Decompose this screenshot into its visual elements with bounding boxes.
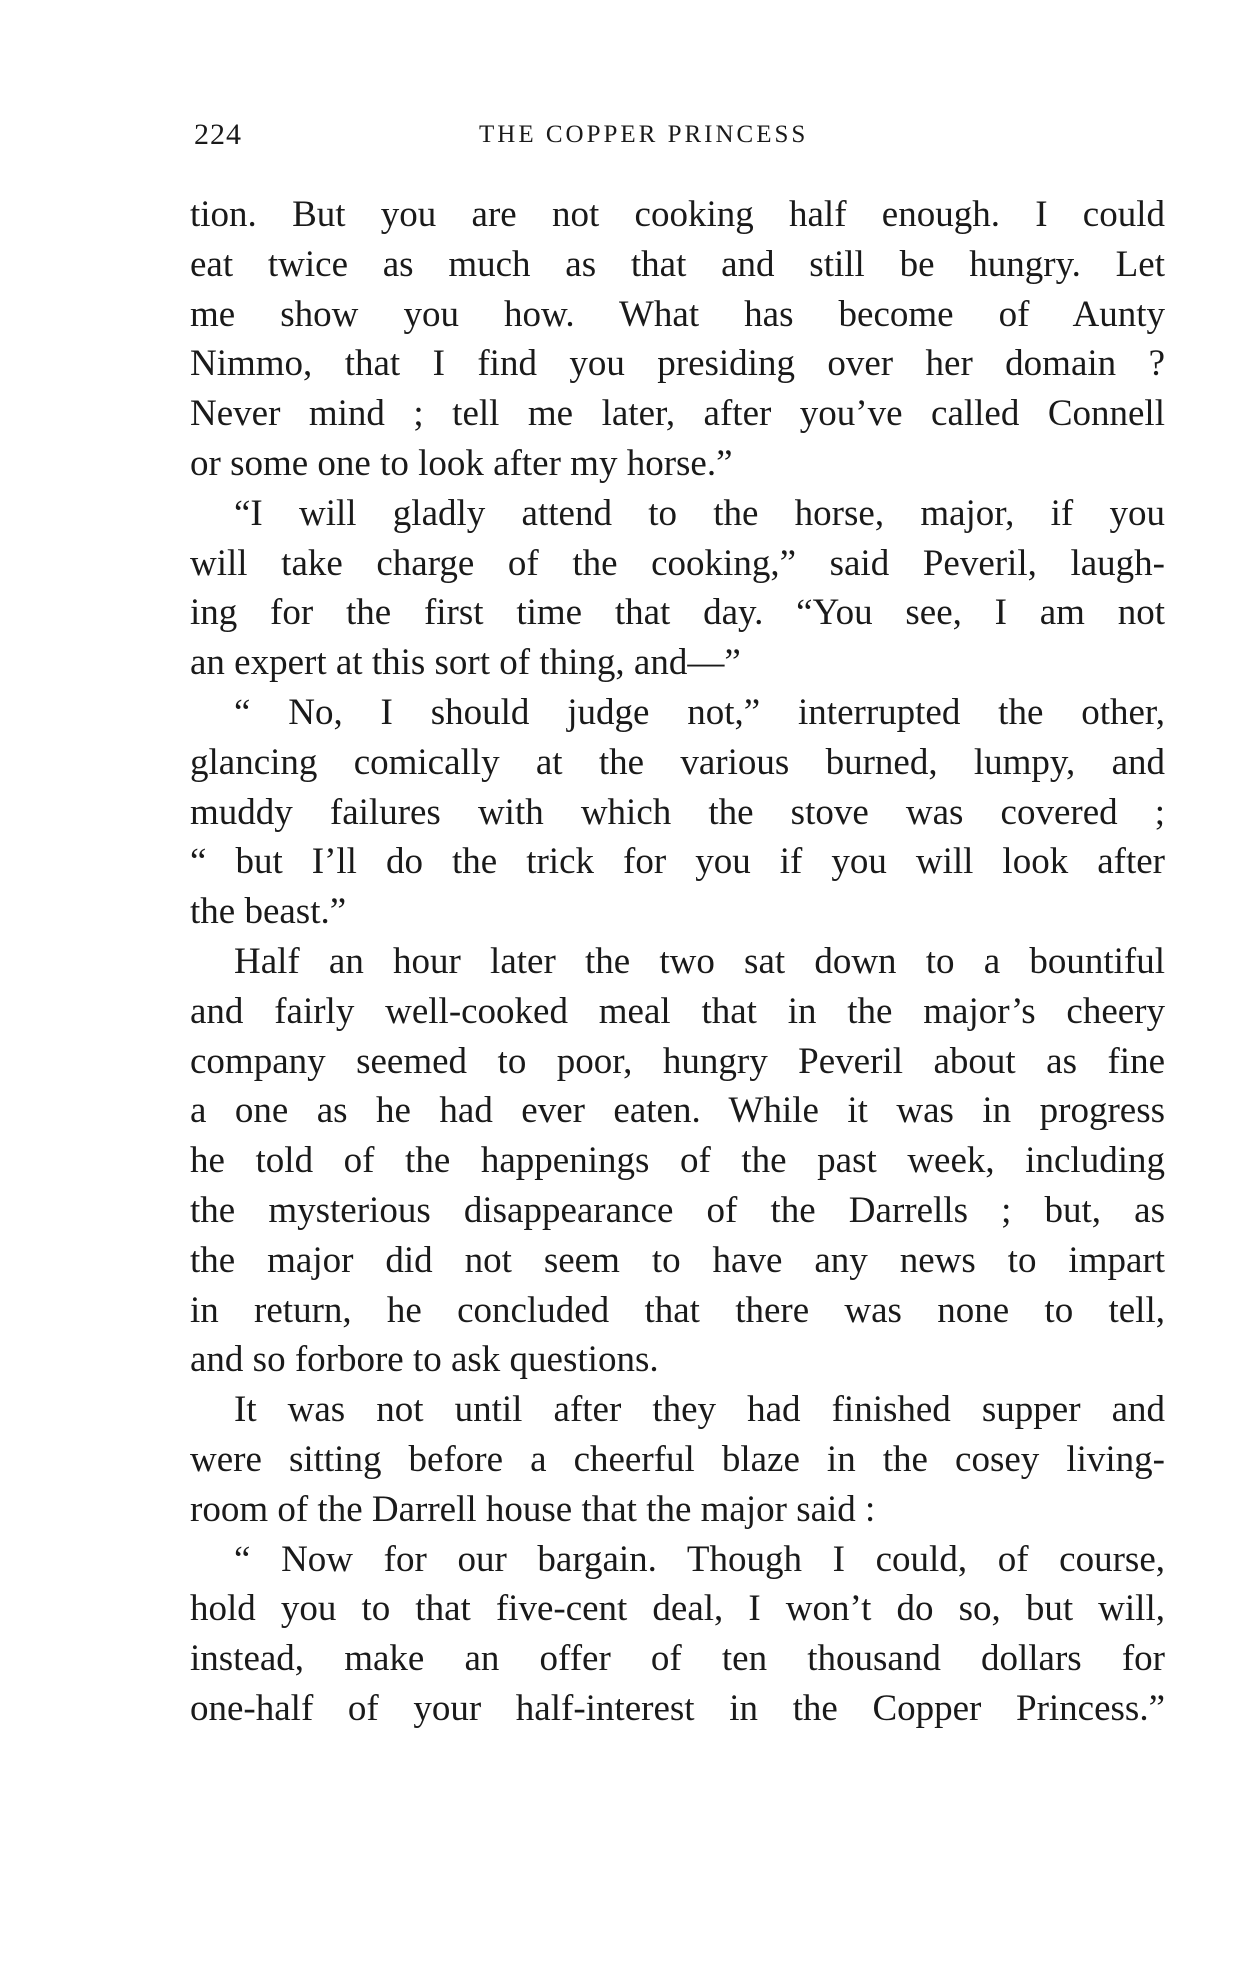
- text-line: the beast.”: [190, 891, 347, 933]
- text-line: Never mind ; tell me later, after you’ve called Connell: [190, 393, 1165, 435]
- text-line: or some one to look after my horse.”: [190, 442, 733, 484]
- text-line: the mysterious disappearance of the Darrells ; but, as: [190, 1189, 1165, 1231]
- text-line: and fairly well-cooked meal that in the major’s cheery: [190, 990, 1165, 1032]
- text-line: in return, he concluded that there was none to tell,: [190, 1289, 1165, 1331]
- text-line: will take charge of the cooking,” said Peveril, laugh-: [190, 542, 1165, 584]
- text-line: tion. But you are not cooking half enough. I could: [190, 194, 1165, 235]
- text-line: “ Now for our bargain. Though I could, of course,: [234, 1538, 1165, 1580]
- text-line: “I will gladly attend to the horse, major, if you: [234, 492, 1165, 534]
- text-line: glancing comically at the various burned, lumpy, and: [190, 741, 1165, 783]
- text-line: “ but I’ll do the trick for you if you will look after: [190, 841, 1165, 883]
- text-line: the major did not seem to have any news to impart: [190, 1239, 1165, 1281]
- text-line: were sitting before a cheerful blaze in the cosey living-: [190, 1438, 1165, 1480]
- text-line: Half an hour later the two sat down to a bountiful: [234, 940, 1165, 982]
- text-line: room of the Darrell house that the major said :: [190, 1488, 876, 1530]
- text-line: hold you to that five-cent deal, I won’t do so, but will,: [190, 1588, 1165, 1630]
- text-line: muddy failures with which the stove was covered ;: [190, 791, 1165, 833]
- text-line: and so forbore to ask questions.: [190, 1339, 659, 1381]
- text-line: ing for the first time that day. “You see, I am not: [190, 592, 1165, 634]
- text-line: an expert at this sort of thing, and—”: [190, 642, 741, 684]
- text-line: he told of the happenings of the past week, including: [190, 1140, 1165, 1182]
- text-line: one-half of your half-interest in the Copper Princess.”: [190, 1687, 1165, 1729]
- text-line: company seemed to poor, hungry Peveril about as fine: [190, 1040, 1165, 1082]
- text-line: instead, make an offer of ten thousand dollars for: [190, 1638, 1165, 1680]
- text-line: It was not until after they had finished supper and: [234, 1389, 1165, 1431]
- body-text: [190, 190, 1165, 1734]
- text-line: eat twice as much as that and still be hungry. Let: [190, 243, 1165, 285]
- page-number: 224: [194, 118, 242, 151]
- running-head: [194, 118, 1114, 158]
- text-line: a one as he had ever eaten. While it was in progress: [190, 1090, 1165, 1132]
- text-line: “ No, I should judge not,” interrupted the other,: [234, 691, 1165, 733]
- text-line: me show you how. What has become of Aunty: [190, 293, 1165, 335]
- running-title: THE COPPER PRINCESS: [479, 121, 809, 148]
- text-line: Nimmo, that I find you presiding over her domain ?: [190, 343, 1165, 385]
